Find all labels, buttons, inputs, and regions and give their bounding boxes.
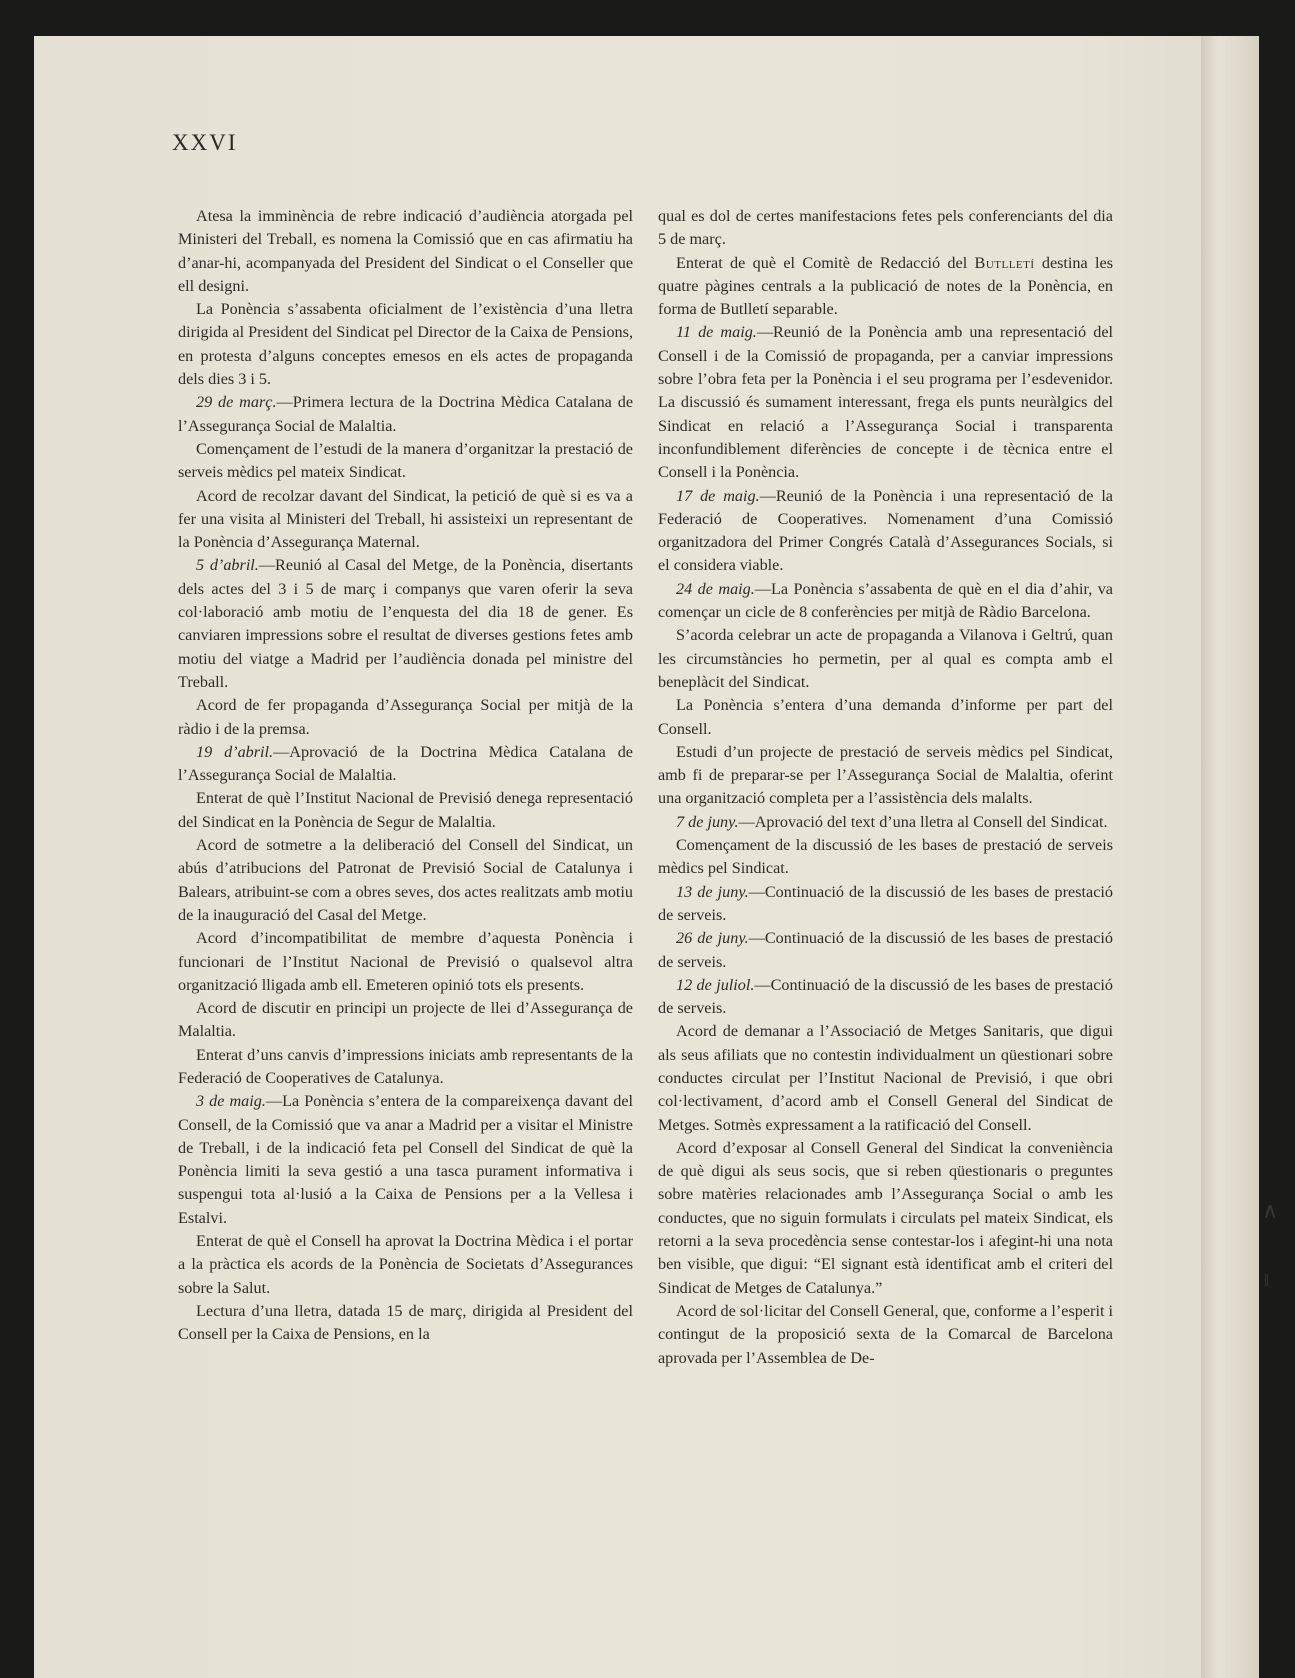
paragraph: [658, 834, 1113, 881]
paragraph-text: —Continuació de la discussió de les bases de prestació de serveis.: [658, 975, 1113, 1018]
paragraph-text: —Continuació de la discussió de les bases de prestació de serveis.: [658, 882, 1113, 924]
paragraph-text: —La Ponència s’entera de la compareixença davant del Consell, de la Comissió que va anar a Madrid per a visitar el Ministre de Treball, i de la indicació feta pel Consell del Sindicat de què la Ponència limiti la seva gestió a una tasca purament informativa i suspengui tota al·lusió a la Caixa de Pensions per a la Vellesa i Estalvi.: [178, 1092, 634, 1227]
paragraph-text: Lectura d’una lletra, datada 15 de març, dirigida al President del Consell per la Caixa de Pensions, en la: [178, 1301, 633, 1344]
paragraph-text: Enterat de què el Consell ha aprovat la Doctrina Mèdica i el portar a la pràctica els acords de la Ponència de Societats d’Assegurances sobre la Salut.: [178, 1232, 633, 1297]
entry-date: 7 de juny.: [676, 812, 739, 831]
paragraph-text: Atesa la imminència de rebre indicació d’audiència atorgada pel Ministeri del Treball, es nomena la Comissió que en cas afirmatiu ha d’anar-hi, acompanyada del President del Sindicat o el Conseller que ell designi.: [178, 207, 633, 295]
left-column: [178, 205, 633, 1347]
paragraph-text: La Ponència s’entera d’una demanda d’informe per part del Consell.: [658, 696, 1113, 738]
paragraph: [178, 1230, 633, 1300]
paragraph: [178, 438, 633, 485]
paragraph-text: Acord d’exposar al Consell General del Sindicat la conveniència de què digui als seus socis, que si reben qüestionaris o preguntes sobre matèries relacionades amb l’Assegurança Social o amb les conductes, que no siguin formulats i circulats pel mateix Sindicat, els retorni a la seva procedència sense contestar-los i afegint-hi una nota ben visible, que digui: “El signant està identificat amb el criteri del Sindicat de Metges de Catalunya.”: [658, 1138, 1113, 1297]
paragraph-text: —Aprovació de la Doctrina Mèdica Catalana de l’Assegurança Social de Malaltia.: [178, 742, 633, 785]
entry-date: 29 de març.: [196, 393, 277, 412]
paragraph-text: —Aprovació del text d’una lletra al Consell del Sindicat.: [738, 812, 1108, 831]
entry-date: 17 de maig.: [676, 486, 760, 505]
paragraph: [658, 624, 1113, 694]
paragraph-text: Acord de demanar a l’Associació de Metges Sanitaris, que digui als seus afiliats que no contestin individualment un qüestionari sobre conductes circulat per l’Institut Nacional de Previsió, i que obri col·lectivament, d’acord amb el Consell General del Sindicat de Metges. Sotmès expressament a la ratificació del Consell.: [658, 1022, 1113, 1134]
paragraph: [658, 694, 1113, 741]
paragraph-text: Començament de l’estudi de la manera d’organitzar la prestació de serveis mèdics pel mateix Sindicat.: [178, 439, 633, 482]
paragraph-text: —Primera lectura de la Doctrina Mèdica Catalana de l’Assegurança Social de Malaltia.: [178, 393, 634, 435]
entry-date: 5 d’abril.: [196, 556, 259, 575]
paragraph-text: —Reunió de la Ponència i una representació de la Federació de Cooperatives. Nomenament d’una Comissió organitzadora del Primer Congrés Català d’Assegurances Socials, si el considera viable.: [658, 486, 1113, 575]
next-page-edge: [1201, 36, 1259, 1678]
paragraph: [658, 578, 1113, 625]
paragraph: [178, 391, 633, 438]
paragraph-text: Acord de fer propaganda d’Assegurança Social per mitjà de la ràdio i de la premsa.: [178, 696, 633, 738]
entry-date: 3 de maig.: [196, 1092, 266, 1111]
paragraph: [658, 974, 1113, 1021]
paragraph-text: Començament de la discussió de les bases de prestació de serveis mèdics pel Sindicat.: [658, 836, 1113, 878]
paragraph: [658, 252, 1113, 322]
paragraph-text: Estudi d’un projecte de prestació de serveis mèdics pel Sindicat, amb fi de preparar-se per l’Assegurança Social de Malaltia, oferint una organització completa per a l’assistència dels malalts.: [658, 742, 1113, 808]
paragraph-text: La Ponència s’assabenta oficialment de l’existència d’una lletra dirigida al President del Sindicat pel Director de la Caixa de Pensions, en protesta d’alguns conceptes emesos en els actes de propaganda dels dies 3 i 5.: [178, 300, 633, 389]
entry-date: 13 de juny.: [676, 882, 749, 901]
paragraph: [178, 1044, 633, 1091]
paragraph: [178, 298, 633, 391]
paragraph-text: Acord d’incompatibilitat de membre d’aquesta Ponència i funcionari de l’Institut Nacional de Previsió o qualsevol altra organització lligada amb ell. Emeteren opinió tots els presents.: [178, 929, 633, 994]
paragraph: [178, 997, 633, 1044]
paragraph: [658, 881, 1113, 928]
paragraph-text: Enterat d’uns canvis d’impressions iniciats amb representants de la Federació de Cooperatives de Catalunya.: [178, 1045, 633, 1087]
entry-date: 11 de maig.: [676, 323, 757, 342]
margin-caret-mark: ∧: [1262, 1198, 1279, 1223]
paragraph-text-lead: Enterat de què el Comitè de Redacció del: [676, 253, 975, 272]
entry-date: 19 d’abril.: [196, 742, 274, 761]
entry-date: 12 de juliol.: [676, 975, 755, 994]
paragraph-text: Enterat de què l’Institut Nacional de Previsió denega representació del Sindicat en la Ponència de Segur de Malaltia.: [178, 789, 633, 831]
paragraph: [658, 1137, 1113, 1300]
paragraph: [178, 787, 633, 834]
paragraph: [658, 741, 1113, 811]
paragraph: [658, 485, 1113, 578]
paragraph: [178, 554, 633, 694]
paragraph-text: Acord de sol·licitar del Consell General, que, conforme a l’esperit i contingut de la proposició sexta de la Comarcal de Barcelona aprovada per l’Assemblea de De-: [658, 1301, 1113, 1367]
paragraph: [178, 1090, 633, 1230]
page-number: XXVI: [172, 130, 238, 155]
paragraph: [178, 834, 633, 927]
paragraph: [178, 694, 633, 741]
paragraph: [178, 1300, 633, 1347]
paragraph-text: S’acorda celebrar un acte de propaganda a Vilanova i Geltrú, quan les circumstàncies ho permetin, per al qual es compta amb el beneplàcit del Sindicat.: [658, 626, 1113, 691]
paragraph-text: —La Ponència s’assabenta de què en el dia d’ahir, va començar un cicle de 8 conferències per mitjà de Ràdio Barcelona.: [658, 579, 1113, 622]
paragraph-text: destina les quatre pàgines centrals a la publicació de notes de la Ponència, en forma de Butlletí separable.: [658, 253, 1113, 319]
paragraph: [658, 927, 1113, 974]
paragraph-text: Acord de sotmetre a la deliberació del Consell del Sindicat, un abús d’atribucions del Patronat de Previsió Social de Catalunya i Balears, atribuint-se com a obres seves, dos actes realitzats amb motiu de la inauguració del Casal del Metge.: [178, 836, 633, 924]
paragraph-text: —Reunió de la Ponència amb una representació del Consell i de la Comissió de propaganda, per a canviar impressions sobre l’obra feta per la Ponència i el seu programa per l’esdevenidor. La discussió és sumament interessant, frega els punts neuràlgics del Sindicat en relació a l’Assegurança Social i transparenta inconfundiblement diferències de concepte i de tècnica entre el Consell i la Ponència.: [658, 323, 1113, 482]
paragraph: [658, 1020, 1113, 1136]
paragraph: [658, 321, 1113, 484]
right-column: [658, 205, 1113, 1370]
publication-name: Butlletí: [974, 253, 1035, 272]
paragraph-text: qual es dol de certes manifestacions fetes pels conferenciants del dia 5 de març.: [658, 207, 1113, 249]
margin-tick-mark: ‖: [1264, 1270, 1270, 1290]
paragraph-text: Acord de discutir en principi un projecte de llei d’Assegurança de Malaltia.: [178, 999, 633, 1041]
paragraph: [178, 741, 633, 788]
paragraph: [658, 811, 1113, 834]
paragraph: [658, 1300, 1113, 1370]
paragraph-text: —Reunió al Casal del Metge, de la Ponència, disertants dels actes del 3 i 5 de març i companys que varen oferir la seva col·laboració amb motiu de l’enquesta del dia 18 de gener. Es canviaren impressions sobre el resultat de diverses gestions fetes amb motiu del viatge a Madrid per l’audiència donada pel ministre del Treball.: [178, 556, 633, 691]
paragraph-text: Acord de recolzar davant del Sindicat, la petició de què si es va a fer una visita al Ministeri del Treball, hi assisteixi un representant de la Ponència d’Assegurança Maternal.: [178, 486, 633, 552]
paragraph: [178, 927, 633, 997]
entry-date: 24 de maig.: [676, 579, 755, 598]
paragraph-text: —Continuació de la discussió de les bases de prestació de serveis.: [658, 929, 1113, 971]
entry-date: 26 de juny.: [676, 929, 749, 948]
paragraph: [178, 205, 633, 298]
paragraph: [658, 205, 1113, 252]
paragraph: [178, 485, 633, 555]
